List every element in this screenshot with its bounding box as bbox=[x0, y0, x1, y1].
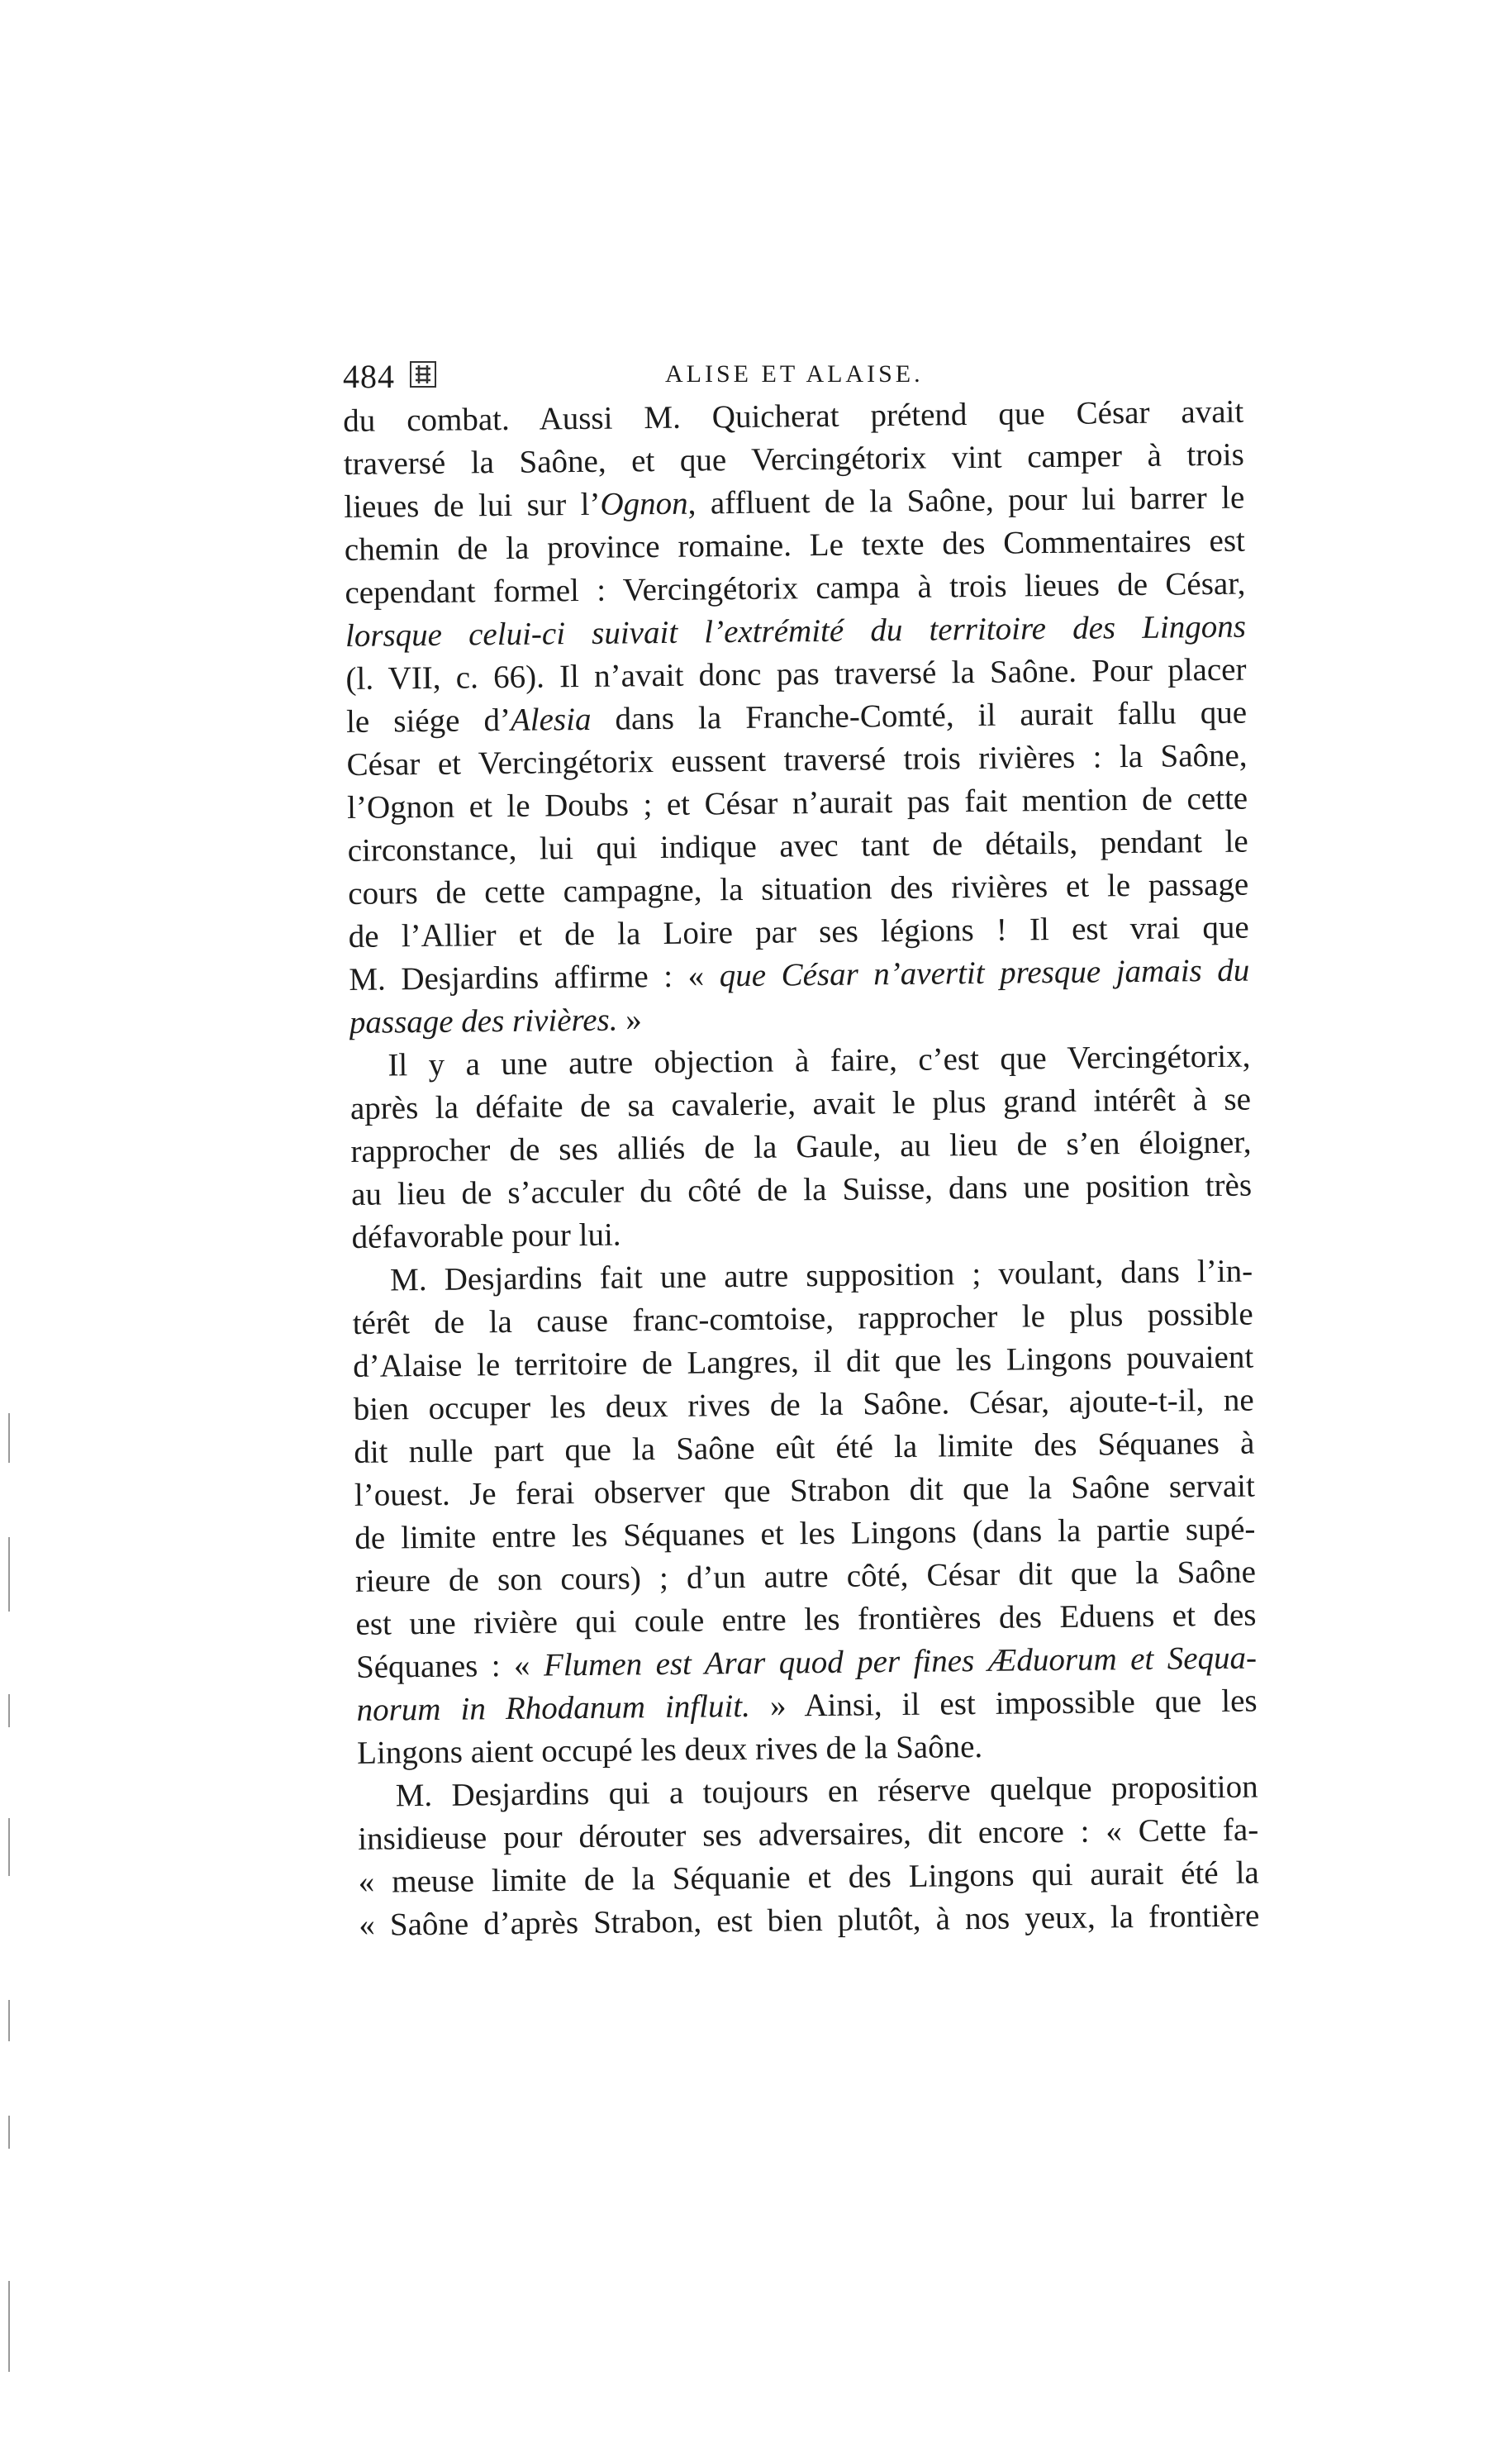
italic-text: Flumen est Arar quod per fines Æduorum et Sequa- bbox=[543, 1640, 1258, 1683]
scan-artifact bbox=[8, 2281, 10, 2372]
italic-text: passage des rivières. bbox=[349, 1002, 618, 1040]
line-text: Il y a une autre objection à faire, c’est que Vercingétorix, bbox=[388, 1038, 1251, 1083]
line-text: de limite entre les Séquanes et les Lingons (dans la partie supé- bbox=[354, 1511, 1256, 1556]
line-text: d’Alaise le territoire de Langres, il dit que les Lingons pouvaient bbox=[353, 1339, 1254, 1384]
running-title: ALISE ET ALAISE. bbox=[665, 360, 924, 388]
scan-artifact bbox=[8, 2000, 10, 2041]
line-text: César et Vercingétorix eussent traversé trois rivières : la Saône, bbox=[346, 737, 1248, 783]
line-text: du combat. Aussi M. Quicherat prétend que César avait bbox=[343, 393, 1244, 439]
line-text: Lingons aient occupé les deux rives de la Saône. bbox=[356, 1728, 983, 1771]
italic-text: que César n’avertit presque jamais du bbox=[719, 952, 1250, 994]
scan-artifact bbox=[8, 2116, 10, 2149]
line-text: (l. VII, c. 66). Il n’avait donc pas traversé la Saône. Pour placer bbox=[345, 651, 1247, 697]
line-text: » bbox=[617, 1002, 642, 1038]
line-text: » Ainsi, il est impossible que les bbox=[749, 1683, 1258, 1724]
body-text bbox=[343, 391, 1260, 1947]
scan-artifact bbox=[8, 1413, 10, 1463]
line-text: traversé la Saône, et que Vercingétorix vint camper à trois bbox=[343, 436, 1244, 482]
line-text: le siége d’ bbox=[345, 702, 511, 740]
line-text: rieure de son cours) ; d’un autre côté, César dit que la Saône bbox=[354, 1554, 1257, 1599]
line-text: cependant formel : Vercingétorix campa à trois lieues de César, bbox=[345, 565, 1246, 611]
scan-artifact bbox=[8, 1537, 10, 1612]
italic-text: Alesia bbox=[510, 701, 592, 738]
line-text: M. Desjardins qui a toujours en réserve quelque proposition bbox=[395, 1769, 1258, 1814]
line-text: rapprocher de ses alliés de la Gaule, au lieu de s’en éloigner, bbox=[350, 1124, 1252, 1169]
italic-text: lorsque celui-ci suivait l’extrémité du territoire des Lingons bbox=[345, 608, 1247, 654]
italic-text: Ognon bbox=[600, 485, 688, 522]
line-text: après la défaite de sa cavalerie, avait le plus grand intérêt à se bbox=[349, 1081, 1252, 1126]
scan-artifact bbox=[8, 1818, 10, 1876]
line-text: lieues de lui sur l’ bbox=[344, 486, 601, 525]
line-text: dit nulle part que la Saône eût été la limite des Séquanes à bbox=[354, 1425, 1255, 1470]
line-text: est une rivière qui coule entre les frontières des Eduens et des bbox=[355, 1597, 1257, 1642]
italic-text: norum in Rhodanum influit. bbox=[356, 1688, 751, 1728]
line-text: térêt de la cause franc-comtoise, rapprocher le plus possible bbox=[352, 1296, 1253, 1341]
line-text: circonstance, lui qui indique avec tant de détails, pendant le bbox=[347, 823, 1248, 869]
line-text: l’ouest. Je ferai observer que Strabon dit que la Saône servait bbox=[354, 1468, 1256, 1513]
text-line bbox=[359, 1894, 1259, 1946]
line-text: au lieu de s’acculer du côté de la Suisse, dans une position très bbox=[350, 1167, 1253, 1212]
line-text: l’Ognon et le Doubs ; et César n’aurait pas fait mention de cette bbox=[346, 780, 1248, 826]
line-text: cours de cette campagne, la situation des rivières et le passage bbox=[348, 866, 1249, 912]
line-text: « Saône d’après Strabon, est bien plutôt, à nos yeux, la frontière bbox=[359, 1897, 1260, 1943]
line-text: M. Desjardins affirme : « bbox=[349, 958, 720, 997]
line-text: chemin de la province romaine. Le texte des Commentaires est bbox=[344, 522, 1246, 568]
line-text: Séquanes : « bbox=[355, 1647, 544, 1685]
scan-artifact bbox=[8, 1694, 10, 1727]
line-text: « meuse limite de la Séquanie et des Lingons qui aurait été la bbox=[358, 1854, 1259, 1900]
line-text: M. Desjardins fait une autre supposition ; voulant, dans l’in- bbox=[389, 1253, 1253, 1298]
line-text: dans la Franche-Comté, il aurait fallu que bbox=[591, 694, 1248, 737]
line-text: bien occuper les deux rives de la Saône. César, ajoute-t-il, ne bbox=[353, 1382, 1254, 1427]
library-stamp-icon bbox=[409, 360, 437, 388]
line-text: insidieuse pour dérouter ses adversaires, dit encore : « Cette fa- bbox=[358, 1812, 1259, 1857]
line-text: défavorable pour lui. bbox=[351, 1216, 621, 1255]
line-text: de l’Allier et de la Loire par ses légions ! Il est vrai que bbox=[348, 909, 1249, 955]
line-text: , affluent de la Saône, pour lui barrer le bbox=[687, 479, 1245, 521]
page-number: 484 bbox=[343, 358, 395, 395]
